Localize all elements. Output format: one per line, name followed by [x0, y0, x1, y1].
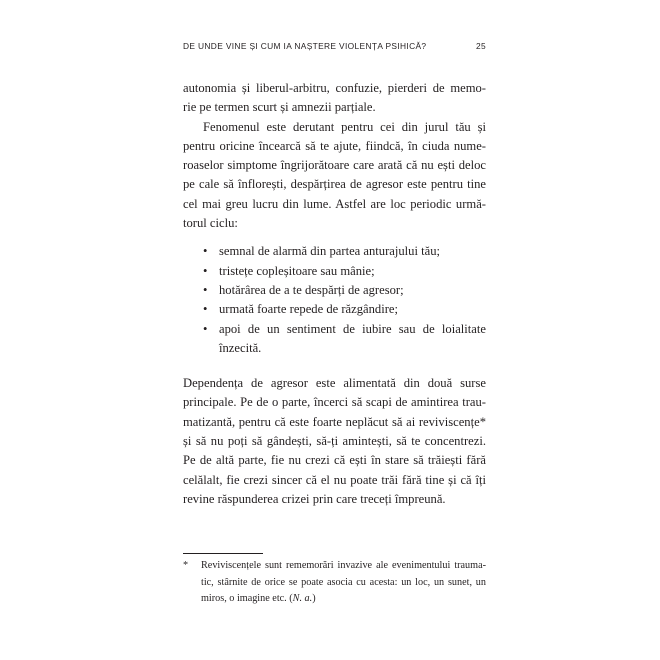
list-item — [183, 300, 486, 319]
bullet-icon: • — [203, 244, 208, 259]
bullet-list — [183, 242, 486, 358]
list-item — [183, 262, 486, 281]
list-item-text: urmată foarte repede de răzgândire; — [219, 302, 398, 317]
chapter-title: DE UNDE VINE ȘI CUM IA NAȘTERE VIOLENȚA PSIHICĂ? — [183, 41, 427, 51]
text-line: pentru oricine încearcă să te ajute, fiindcă, în ciuda nume- — [183, 138, 486, 153]
footnote-mark: * — [183, 560, 189, 571]
bullet-icon: • — [203, 282, 208, 297]
footnote-line — [201, 591, 486, 608]
footnote-line-text: miros, o imagine etc. ( — [201, 593, 293, 605]
footnote-author-note: N. a. — [292, 593, 313, 605]
running-head — [183, 41, 486, 51]
text-line: cel mai greu lucru din lume. Astfel are loc periodic urmă- — [183, 196, 486, 211]
text-line: autonomia și liberul-arbitru, confuzie, pierderi de memo- — [183, 81, 486, 95]
paragraph-gap — [183, 358, 486, 374]
bullet-icon: • — [203, 302, 208, 317]
bullet-icon: • — [203, 321, 208, 336]
paragraph-1 — [183, 79, 486, 118]
list-item-text: hotărârea de a te despărți de agresor; — [219, 282, 404, 297]
bullet-icon: • — [203, 263, 208, 278]
text-line: pe cale să înflorești, despărțirea de agresor este pentru tine — [183, 177, 486, 192]
text-line: și să nu poți să gândești, să-ți amintești, să te concentrezi. — [183, 434, 486, 449]
text-line: Pe de altă parte, fie nu crezi că ești în stare să trăiești fără — [183, 453, 486, 468]
footnote-line: tic, stârnite de orice se poate asocia cu acesta: un loc, un sunet, un — [201, 576, 486, 588]
footnote-closing: ) — [312, 593, 316, 605]
footnote-body — [201, 558, 486, 608]
list-item-text: semnal de alarmă din partea anturajului tău; — [219, 244, 440, 259]
text-line: principale. Pe de o parte, încerci să scapi de amintirea trau- — [183, 395, 486, 410]
list-item — [183, 242, 486, 261]
list-item-text: apoi de un sentiment de iubire sau de loialitate — [219, 321, 486, 336]
list-item-text: înzecită. — [219, 340, 262, 355]
text-line: revine răspunderea crizei prin care treceți împreună. — [183, 491, 446, 506]
page-number: 25 — [475, 41, 486, 51]
footnote — [183, 558, 486, 608]
list-item-text: tristețe copleșitoare sau mânie; — [219, 263, 375, 278]
text-line: torul ciclu: — [183, 216, 238, 231]
text-line: Dependența de agresor este alimentată din două surse — [183, 376, 486, 391]
list-item — [183, 281, 486, 300]
body-text — [183, 79, 486, 509]
paragraph-2 — [183, 118, 486, 234]
text-line: Fenomenul este derutant pentru cei din jurul tău și — [203, 119, 486, 134]
text-line: celălalt, fie crezi sincer că el nu poate trăi fără tine și că îți — [183, 472, 486, 487]
text-line: rie pe termen scurt și amnezii parțiale. — [183, 100, 376, 115]
list-item — [183, 320, 486, 359]
footnote-line: Reviviscențele sunt rememorări invazive ale evenimentului trauma- — [201, 560, 486, 571]
text-line: roaselor simptome îngrijorătoare care arată că nu ești deloc — [183, 158, 486, 173]
footnote-rule — [183, 553, 263, 554]
paragraph-3 — [183, 374, 486, 509]
text-line: matizantă, pentru că este foarte neplăcut să ai reviviscențe* — [183, 414, 486, 429]
